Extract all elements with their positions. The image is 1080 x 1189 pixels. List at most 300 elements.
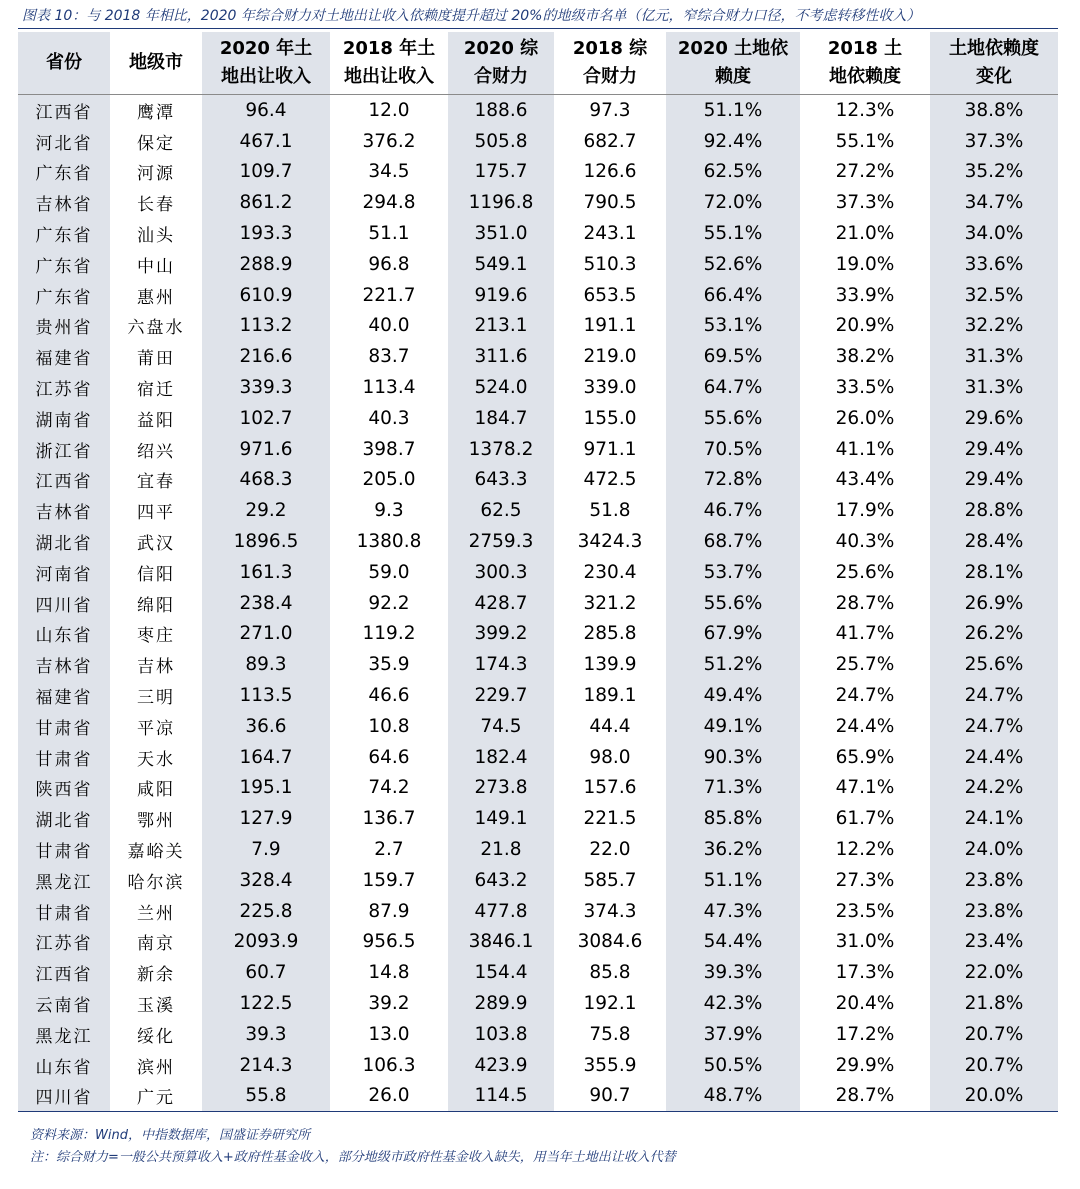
cell-fiscal-2018: 139.9 [583,654,637,676]
cell-city: 益阳 [137,410,175,431]
cell-land-2020: 161.3 [202,557,330,588]
cell-city: 绵阳 [137,595,175,616]
cell-land-2020: 96.4 [202,95,330,126]
cell-province: 甘肃省 [18,711,110,742]
cell-land-2018: 9.3 [374,500,404,522]
cell-land-2018: 40.3 [368,407,410,429]
cell-fiscal-2018: 221.5 [583,808,637,830]
cell-dependence-2020: 37.9% [666,1019,800,1050]
cell-fiscal-2020: 74.5 [448,711,554,742]
cell-city: 枣庄 [137,626,175,647]
header-dependence-2018: 2018 土 地依赖度 [800,32,930,95]
cell-land-2018: 119.2 [362,623,416,645]
cell-dependence-2020: 62.5% [666,157,800,188]
cell-fiscal-2018: 790.5 [583,192,637,214]
cell-fiscal-2020: 21.8 [448,834,554,865]
table-row [18,187,1058,218]
cell-fiscal-2020: 182.4 [448,742,554,773]
cell-fiscal-2018: 126.6 [583,161,637,183]
table-row [18,619,1058,650]
table-row [18,742,1058,773]
cell-province: 陕西省 [18,773,110,804]
cell-dependence-2018: 33.5% [835,377,895,399]
cell-dependence-change: 37.3% [930,126,1058,157]
cell-fiscal-2018: 90.7 [554,1081,666,1112]
cell-land-2020: 7.9 [202,834,330,865]
cell-dependence-2018: 61.7% [835,808,895,830]
cell-dependence-2020: 49.4% [666,680,800,711]
cell-dependence-2020: 71.3% [666,773,800,804]
cell-fiscal-2018: 3424.3 [577,531,643,553]
cell-fiscal-2020: 3846.1 [448,927,554,958]
table-row [18,95,1058,126]
cell-land-2020: 214.3 [202,1050,330,1081]
cell-dependence-2018: 27.3% [835,869,895,891]
cell-land-2020: 271.0 [202,619,330,650]
cell-city: 三明 [137,688,175,709]
cell-dependence-2018: 28.7% [835,592,895,614]
cell-city: 四平 [137,503,175,524]
cell-city: 长春 [137,195,175,216]
cell-fiscal-2018: 321.2 [583,592,637,614]
cell-fiscal-2018: 97.3 [589,99,631,121]
cell-fiscal-2018: 191.1 [583,315,637,337]
cell-land-2020: 39.3 [202,1019,330,1050]
cell-dependence-change: 23.8% [930,865,1058,896]
cell-province: 福建省 [18,680,110,711]
caption-rule [18,28,1058,29]
cell-dependence-change: 38.8% [930,95,1058,126]
cell-land-2020: 89.3 [202,649,330,680]
cell-city: 惠州 [137,287,175,308]
cell-dependence-2018: 23.5% [835,900,895,922]
cell-dependence-2020: 54.4% [666,927,800,958]
cell-land-2018: 113.4 [362,377,416,399]
cell-dependence-change: 34.7% [930,187,1058,218]
cell-province: 甘肃省 [18,896,110,927]
cell-land-2020: 195.1 [202,773,330,804]
cell-city: 广元 [110,1081,202,1112]
table-row [18,711,1058,742]
cell-province: 四川省 [18,1081,110,1112]
header-city: 地级市 [110,32,202,95]
cell-city: 鹰潭 [137,102,175,123]
cell-fiscal-2018: 192.1 [583,993,637,1014]
cell-fiscal-2018: 85.8 [589,962,631,984]
cell-dependence-2018: 65.9% [835,746,895,768]
cell-city: 中山 [137,256,175,277]
cell-land-2020: 468.3 [202,465,330,496]
cell-dependence-2020: 72.0% [666,187,800,218]
cell-land-2020: 109.7 [202,157,330,188]
cell-fiscal-2018: 230.4 [583,561,637,583]
cell-dependence-change: 20.0% [930,1081,1058,1112]
cell-land-2020: 971.6 [202,434,330,465]
cell-province: 山东省 [18,619,110,650]
cell-dependence-2020: 85.8% [666,803,800,834]
cell-city: 汕头 [137,226,175,247]
cell-land-2020: 1896.5 [202,526,330,557]
table-row [18,526,1058,557]
table-row [18,896,1058,927]
cell-fiscal-2020: 103.8 [448,1019,554,1050]
cell-city: 咸阳 [137,780,175,801]
cell-land-2018: 26.0 [330,1081,448,1112]
cell-province: 福建省 [18,341,110,372]
cell-city: 滨州 [137,1057,175,1078]
cell-land-2018: 46.6 [368,685,410,707]
cell-dependence-change: 33.6% [930,249,1058,280]
cell-fiscal-2020: 300.3 [448,557,554,588]
table-row [18,1050,1058,1081]
cell-province: 江西省 [18,465,110,496]
cell-fiscal-2018: 355.9 [583,1054,637,1076]
cell-dependence-2018: 17.2% [835,1023,895,1045]
cell-dependence-2018: 24.7% [835,685,895,707]
cell-fiscal-2018: 157.6 [583,777,637,799]
cell-province: 云南省 [18,988,110,1019]
cell-dependence-2018: 20.9% [835,315,895,337]
cell-fiscal-2018: 155.0 [583,407,637,429]
cell-dependence-2018: 28.7% [800,1081,930,1112]
cell-province: 江西省 [18,95,110,126]
cell-dependence-2018: 38.2% [835,346,895,368]
cell-dependence-2020: 51.1% [666,865,800,896]
cell-land-2018: 34.5 [368,161,410,183]
table-body [18,95,1058,1112]
header-dependence-2020: 2020 土地依 赖度 [666,32,800,95]
cell-dependence-2020: 55.6% [666,403,800,434]
cell-dependence-2018: 33.9% [835,284,895,306]
cell-land-2020: 60.7 [202,957,330,988]
cell-land-2020: 164.7 [202,742,330,773]
cell-land-2020: 288.9 [202,249,330,280]
cell-land-2018: 51.1 [368,223,410,245]
cell-city: 宿迁 [137,380,175,401]
cell-city: 武汉 [137,534,175,555]
table-row [18,126,1058,157]
cell-city: 莆田 [137,349,175,370]
cell-dependence-2020: 51.1% [666,95,800,126]
cell-city: 玉溪 [137,996,175,1016]
cell-city: 兰州 [137,903,175,924]
cell-province: 四川省 [18,588,110,619]
cell-dependence-2018: 26.0% [835,407,895,429]
cell-dependence-2020: 72.8% [666,465,800,496]
table-row [18,649,1058,680]
cell-dependence-2020: 70.5% [666,434,800,465]
cell-dependence-2018: 41.7% [835,623,895,645]
cell-city: 新余 [137,965,175,986]
table-row [18,927,1058,958]
cell-city: 宜春 [137,472,175,493]
cell-dependence-change: 24.7% [930,680,1058,711]
cell-dependence-2020: 48.7% [666,1081,800,1112]
table-row [18,280,1058,311]
cell-province: 浙江省 [18,434,110,465]
cell-land-2020: 193.3 [202,218,330,249]
cell-dependence-2018: 29.9% [835,1054,895,1076]
cell-land-2018: 87.9 [368,900,410,922]
cell-fiscal-2018: 653.5 [583,284,637,306]
cell-fiscal-2018: 971.1 [583,438,637,460]
cell-dependence-2018: 47.1% [835,777,895,799]
cell-dependence-change: 24.2% [930,773,1058,804]
cell-land-2018: 35.9 [368,654,410,676]
cell-city: 绍兴 [137,441,175,462]
cell-dependence-change: 28.4% [930,526,1058,557]
cell-fiscal-2020: 524.0 [448,372,554,403]
cell-dependence-change: 24.0% [930,834,1058,865]
cell-dependence-2018: 24.4% [835,715,895,737]
cell-land-2020: 610.9 [202,280,330,311]
cell-province: 湖北省 [18,526,110,557]
table-row [18,434,1058,465]
cell-land-2020: 861.2 [202,187,330,218]
cell-dependence-change: 24.7% [930,711,1058,742]
cell-dependence-2018: 17.3% [835,962,895,984]
cell-dependence-2020: 90.3% [666,742,800,773]
table-row [18,157,1058,188]
cell-land-2018: 956.5 [362,931,416,953]
cell-dependence-2018: 27.2% [835,161,895,183]
table-row [18,1081,1058,1112]
cell-fiscal-2020: 114.5 [448,1081,554,1112]
table-row [18,988,1058,1019]
cell-dependence-2018: 25.6% [835,561,895,583]
cell-land-2020: 216.6 [202,341,330,372]
cell-fiscal-2018: 219.0 [583,346,637,368]
cell-province: 甘肃省 [18,742,110,773]
cell-land-2018: 74.2 [368,777,410,799]
table-row [18,403,1058,434]
cell-city: 绥化 [137,1026,175,1047]
cell-fiscal-2020: 229.7 [448,680,554,711]
cell-fiscal-2020: 643.2 [448,865,554,896]
cell-land-2018: 2.7 [374,839,404,861]
cell-land-2018: 294.8 [362,192,416,214]
cell-province: 广东省 [18,249,110,280]
cell-land-2018: 398.7 [362,438,416,460]
table-row [18,372,1058,403]
cell-city: 南京 [137,934,175,955]
cell-fiscal-2018: 374.3 [583,900,637,922]
cell-land-2020: 36.6 [202,711,330,742]
cell-fiscal-2020: 62.5 [448,495,554,526]
cell-province: 江苏省 [18,927,110,958]
cell-province: 湖北省 [18,803,110,834]
cell-land-2018: 10.8 [368,715,410,737]
cell-city: 吉林 [137,657,175,678]
cell-dependence-change: 20.7% [930,1050,1058,1081]
cell-fiscal-2020: 311.6 [448,341,554,372]
cell-fiscal-2018: 510.3 [583,253,637,275]
cell-fiscal-2020: 428.7 [448,588,554,619]
table-row [18,773,1058,804]
cell-dependence-2020: 55.6% [666,588,800,619]
cell-land-2020: 113.2 [202,311,330,342]
cell-dependence-change: 20.7% [930,1019,1058,1050]
cell-dependence-2018: 37.3% [835,192,895,214]
footnote: 注：综合财力=一般公共预算收入+政府性基金收入，部分地级市政府性基金收入缺失，用当年土地出让收入代替 [30,1150,676,1165]
cell-fiscal-2018: 22.0 [589,839,631,861]
cell-dependence-2020: 67.9% [666,619,800,650]
table-row [18,495,1058,526]
cell-fiscal-2018: 51.8 [589,500,631,522]
cell-dependence-change: 29.4% [930,465,1058,496]
cell-dependence-change: 28.1% [930,557,1058,588]
cell-land-2020: 238.4 [202,588,330,619]
cell-dependence-2018: 20.4% [835,993,895,1014]
cell-dependence-2018: 12.2% [835,839,895,861]
cell-province: 山东省 [18,1050,110,1081]
cell-fiscal-2018: 98.0 [589,746,631,768]
cell-dependence-2020: 52.6% [666,249,800,280]
cell-land-2020: 127.9 [202,803,330,834]
cell-dependence-2018: 31.0% [835,931,895,953]
cell-land-2018: 39.2 [368,993,410,1014]
cell-province: 贵州省 [18,311,110,342]
cell-city: 保定 [137,133,175,154]
table-row [18,249,1058,280]
cell-dependence-2018: 25.7% [835,654,895,676]
cell-land-2020: 122.5 [202,988,330,1019]
cell-province: 广东省 [18,218,110,249]
cell-province: 江苏省 [18,372,110,403]
cell-dependence-change: 35.2% [930,157,1058,188]
cell-dependence-2018: 21.0% [835,223,895,245]
cell-land-2018: 59.0 [368,561,410,583]
cell-fiscal-2020: 2759.3 [448,526,554,557]
cell-city: 六盘水 [127,318,185,339]
cell-dependence-2020: 64.7% [666,372,800,403]
table-row [18,557,1058,588]
cell-dependence-2020: 47.3% [666,896,800,927]
cell-land-2018: 376.2 [362,130,416,152]
cell-land-2020: 467.1 [202,126,330,157]
cell-fiscal-2020: 505.8 [448,126,554,157]
cell-land-2018: 40.0 [368,315,410,337]
cell-dependence-2020: 51.2% [666,649,800,680]
cell-dependence-2020: 53.1% [666,311,800,342]
cell-dependence-2020: 50.5% [666,1050,800,1081]
cell-fiscal-2018: 243.1 [583,223,637,245]
cell-dependence-2020: 42.3% [666,988,800,1019]
cell-city: 哈尔滨 [127,872,185,893]
cell-city: 鄂州 [137,811,175,832]
cell-fiscal-2020: 1196.8 [448,187,554,218]
cell-dependence-2018: 19.0% [835,253,895,275]
cell-land-2020: 225.8 [202,896,330,927]
cell-land-2020: 102.7 [202,403,330,434]
cell-fiscal-2018: 3084.6 [577,931,643,953]
cell-dependence-2018: 17.9% [835,500,895,522]
cell-dependence-change: 34.0% [930,218,1058,249]
cell-fiscal-2020: 643.3 [448,465,554,496]
cell-fiscal-2020: 175.7 [448,157,554,188]
cell-province: 吉林省 [18,649,110,680]
cell-dependence-2018: 43.4% [835,469,895,491]
cell-dependence-change: 26.9% [930,588,1058,619]
cell-province: 广东省 [18,157,110,188]
cell-land-2018: 14.8 [368,962,410,984]
cell-fiscal-2018: 75.8 [589,1023,631,1045]
cell-city: 信阳 [137,564,175,585]
cell-city: 嘉峪关 [127,842,185,863]
table-row [18,341,1058,372]
cell-fiscal-2020: 184.7 [448,403,554,434]
cell-land-2020: 328.4 [202,865,330,896]
cell-land-2018: 92.2 [368,592,410,614]
cell-land-2018: 106.3 [362,1054,416,1076]
cell-land-2018: 221.7 [362,284,416,306]
cell-city: 平凉 [137,718,175,739]
header-dependence-change: 土地依赖度 变化 [930,32,1058,95]
cell-fiscal-2020: 477.8 [448,896,554,927]
cell-land-2018: 205.0 [362,469,416,491]
cell-province: 广东省 [18,280,110,311]
cell-land-2018: 12.0 [368,99,410,121]
cell-dependence-change: 29.4% [930,434,1058,465]
cell-fiscal-2018: 682.7 [583,130,637,152]
header-row [18,32,1058,95]
cell-land-2020: 339.3 [202,372,330,403]
cell-province: 湖南省 [18,403,110,434]
cell-fiscal-2018: 339.0 [583,377,637,399]
table-row [18,311,1058,342]
table-row [18,803,1058,834]
cell-dependence-change: 23.8% [930,896,1058,927]
cell-dependence-2020: 53.7% [666,557,800,588]
cell-dependence-2020: 66.4% [666,280,800,311]
cell-dependence-change: 26.2% [930,619,1058,650]
cell-fiscal-2020: 549.1 [448,249,554,280]
cell-fiscal-2018: 285.8 [583,623,637,645]
source-note: 资料来源：Wind，中指数据库，国盛证券研究所 [30,1128,310,1143]
cell-city: 天水 [137,749,175,770]
cell-fiscal-2018: 472.5 [583,469,637,491]
cell-fiscal-2020: 188.6 [448,95,554,126]
cell-fiscal-2020: 423.9 [448,1050,554,1081]
cell-dependence-2020: 68.7% [666,526,800,557]
cell-fiscal-2020: 399.2 [448,619,554,650]
cell-land-2020: 2093.9 [202,927,330,958]
cell-land-2020: 29.2 [202,495,330,526]
cell-province: 河北省 [18,126,110,157]
cell-dependence-change: 32.2% [930,311,1058,342]
cell-dependence-2018: 12.3% [835,99,895,121]
cell-dependence-change: 22.0% [930,957,1058,988]
header-land-2020: 2020 年土 地出让收入 [202,32,330,95]
cell-dependence-2020: 92.4% [666,126,800,157]
cell-dependence-2020: 55.1% [666,218,800,249]
cell-dependence-2020: 46.7% [666,495,800,526]
cell-dependence-change: 31.3% [930,341,1058,372]
cell-dependence-change: 21.8% [930,988,1058,1019]
cell-land-2018: 96.8 [368,253,410,275]
table-header [18,32,1058,95]
cell-land-2018: 1380.8 [356,531,422,553]
cell-province: 江西省 [18,957,110,988]
cell-dependence-change: 28.8% [930,495,1058,526]
cell-fiscal-2018: 44.4 [589,715,631,737]
figure-caption: 图表 10：与 2018 年相比，2020 年综合财力对土地出让收入依赖度提升超过 20%的地级市名单（亿元，窄综合财力口径，不考虑转移性收入） [22,8,921,24]
table-row [18,680,1058,711]
cell-dependence-change: 25.6% [930,649,1058,680]
cell-dependence-change: 32.5% [930,280,1058,311]
header-province: 省份 [18,32,110,95]
table-row [18,1019,1058,1050]
